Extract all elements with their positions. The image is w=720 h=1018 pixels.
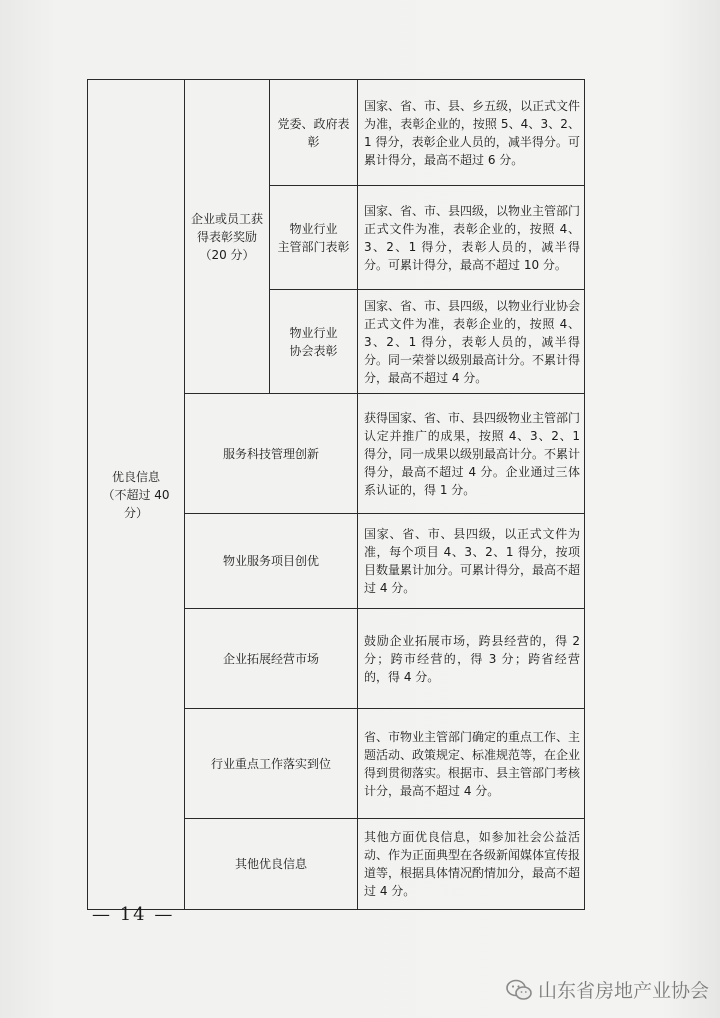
scoring-table bbox=[87, 79, 585, 910]
item-cell bbox=[270, 186, 358, 290]
rule-cell: 鼓励企业拓展市场，跨县经营的，得 2 分；跨市经营的，得 3 分；跨省经营的，得 4 分。 bbox=[358, 609, 585, 709]
award-group-label-line: 企业或员工获 bbox=[190, 211, 263, 226]
category-label-line: 优良信息 bbox=[111, 469, 160, 484]
item-label-line: 主管部门表彰 bbox=[277, 239, 350, 254]
award-group-cell bbox=[185, 80, 270, 394]
item-cell bbox=[270, 290, 358, 394]
item-label-line: 物业行业 bbox=[289, 325, 338, 340]
item-label-line: 物业行业 bbox=[289, 221, 338, 236]
watermark-text: 山东省房地产业协会 bbox=[538, 980, 710, 1002]
rule-cell: 省、市物业主管部门确定的重点工作、主题活动、政策规定、标准规范等，在企业得到贯彻落实。根据市、县主管部门考核计分，最高不超过 4 分。 bbox=[358, 709, 585, 819]
item-cell: 服务科技管理创新 bbox=[185, 394, 358, 514]
category-label-line: 分） bbox=[123, 505, 148, 520]
item-cell: 其他优良信息 bbox=[185, 819, 358, 910]
item-label: 党委、政府表彰 bbox=[277, 116, 350, 149]
wechat-icon bbox=[506, 979, 532, 1001]
item-label-line: 协会表彰 bbox=[289, 343, 338, 358]
item-cell: 企业拓展经营市场 bbox=[185, 609, 358, 709]
rule-cell: 国家、省、市、县四级，以正式文件为准，每个项目 4、3、2、1 得分，按项目数量累计加分。可累计得分，最高不超过 4 分。 bbox=[358, 514, 585, 609]
rule-cell: 获得国家、省、市、县四级物业主管部门认定并推广的成果，按照 4、3、2、1 得分，同一成果以级别最高计分。不累计得分，最高不超过 4 分。企业通过三体系认证的，得 1 分。 bbox=[358, 394, 585, 514]
table-row bbox=[88, 80, 585, 186]
rule-cell: 国家、省、市、县四级，以物业行业协会正式文件为准，表彰企业的，按照 4、3、2、1 得分，表彰人员的，减半得分。同一荣誉以级别最高计分。不累计得分，最高不超过 4 分。 bbox=[358, 290, 585, 394]
watermark bbox=[506, 976, 709, 1003]
rule-cell: 国家、省、市、县、乡五级，以正式文件为准，表彰企业的，按照 5、4、3、2、1 得分，表彰企业人员的，减半得分。可累计得分，最高不超过 6 分。 bbox=[358, 80, 585, 186]
category-label-line: （不超过 40 bbox=[102, 487, 170, 502]
item-cell: 行业重点工作落实到位 bbox=[185, 709, 358, 819]
item-cell bbox=[270, 80, 358, 186]
award-group-label-line: 得表彰奖励 bbox=[196, 229, 257, 244]
item-cell: 物业服务项目创优 bbox=[185, 514, 358, 609]
award-group-label-line: （20 分） bbox=[199, 247, 255, 262]
rule-cell: 国家、省、市、县四级，以物业主管部门正式文件为准，表彰企业的，按照 4、3、2、1 得分，表彰人员的，减半得分。可累计得分，最高不超过 10 分。 bbox=[358, 186, 585, 290]
rule-cell: 其他方面优良信息，如参加社会公益活动、作为正面典型在各级新闻媒体宣传报道等，根据具体情况酌情加分，最高不超过 4 分。 bbox=[358, 819, 585, 910]
page-number: — 14 — bbox=[92, 904, 175, 925]
category-cell bbox=[88, 80, 185, 910]
